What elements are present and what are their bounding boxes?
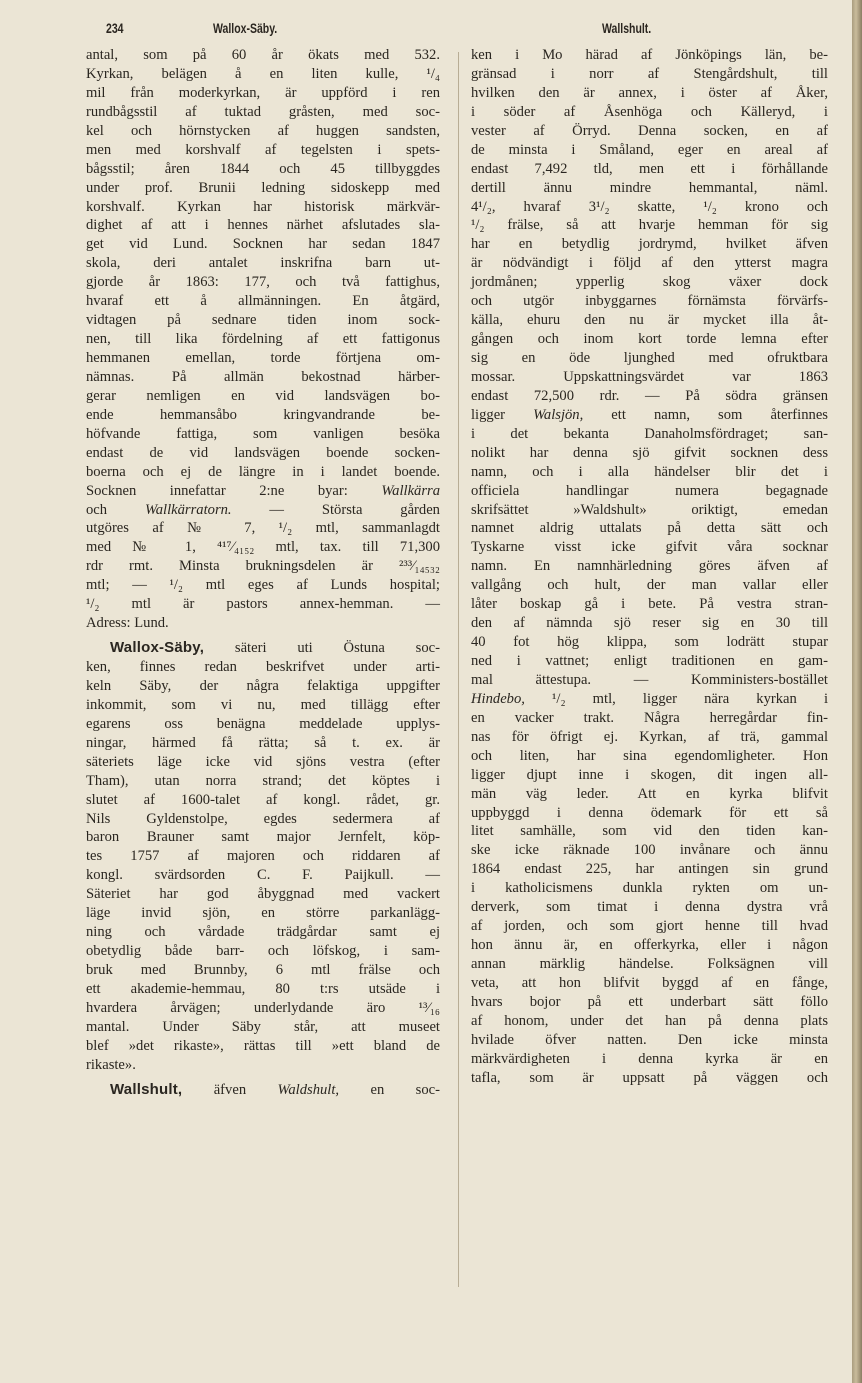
text-line: namnet aldrig uttalats på detta sätt och — [471, 520, 828, 537]
header-left-title: Wallox-Säby. — [213, 20, 278, 36]
text-line: dertill ännu mindre hemmantal, näml. — [471, 179, 828, 196]
text-line: hvardera årvägen; underlydande äro ¹³⁄₁₆ — [86, 999, 440, 1016]
text-line: derverk, som timat i denna dystra vrå — [471, 899, 828, 916]
text-line: ¹/₂ mtl är pastors annex-hemman. — — [86, 596, 440, 613]
text-line: endast de vid landsvägen boende socken- — [86, 444, 440, 461]
text-line: Wallshult, äfven Waldshult, en soc- — [110, 1080, 440, 1098]
text-line: i söder af Åsenhöga och Källeryd, i — [471, 103, 828, 120]
text-line: get vid Lund. Socknen har sedan 1847 — [86, 236, 440, 253]
text-line: hvilade öfver natten. Den icke minsta — [471, 1031, 828, 1048]
entry-wallshult — [86, 1081, 440, 1100]
text-line: gerar nemligen en vid landsvägen bo- — [86, 387, 440, 404]
text-line: bågsstil; åren 1844 och 45 tillbyggdes — [86, 160, 440, 177]
text-line: en vacker trakt. Några herregårdar fin- — [471, 709, 828, 726]
text-line: nas för öfrigt ej. Kyrkan, af trä, gammal — [471, 728, 828, 745]
text-line: hemmanen emellan, torde förtjena om- — [86, 350, 440, 366]
text-line: annan märklig händelse. Folksägnen vill — [471, 956, 828, 972]
text-line: män väg leder. Att en kyrka blifvit — [471, 785, 828, 802]
text-line: rikaste». — [86, 1056, 136, 1073]
text-line: i katholicismens dunkla rykten om un- — [471, 880, 828, 897]
text-line: namn, och i alla händelser blir det i — [471, 463, 828, 480]
text-line: läge invid sjön, en större parkanlägg- — [86, 905, 440, 922]
text-line: korshvalf. Kyrkan har historisk märkvär- — [86, 198, 440, 215]
text-line: hvars bojor på ett underbart sätt föllo — [471, 993, 828, 1010]
text-line: nämnas. På allmän bekostnad härber- — [86, 368, 440, 385]
text-line: hon ännu är, en offerkyrka, eller i någon — [471, 937, 828, 954]
text-line: ligger Walsjön, ett namn, som återfinnes — [471, 406, 828, 423]
text-line: Hindebo, ¹/₂ mtl, ligger nära kyrkan i — [471, 690, 828, 707]
text-line: men med korshvalf af tegelsten i spets- — [86, 141, 440, 158]
text-line: rdr rmt. Minsta brukningsdelen är ²³³⁄₁₄₅₃₂ — [86, 558, 440, 575]
text-line: Adress: Lund. — [86, 615, 169, 632]
text-line: källa, ehuru den nu är mycket illa åt- — [471, 312, 828, 329]
text-line: Wallox-Säby, säteri uti Östuna soc- — [110, 639, 440, 657]
text-line: ¹/₂ frälse, så att hvarje hemman för sig — [471, 217, 828, 234]
text-line: kongl. svärdsorden C. F. Paijkull. — — [86, 867, 440, 884]
text-line: gjorde år 1863: 177, och två fattighus, — [86, 274, 440, 291]
text-line: gränsad i norr af Stengårdshult, till — [471, 65, 828, 82]
place-name-hindebo: Hindebo, — [471, 690, 525, 707]
text-line: boerna och ej de längre in i landet boende. — [86, 463, 440, 480]
text-line: och liten, har sina egendomligheter. Hon — [471, 747, 828, 764]
header-right-title: Wallshult. — [602, 20, 652, 36]
text-line: dighet af att i hennes närhet afslutades sla- — [86, 217, 440, 234]
text-line: hvaraf ett å allmänningen. En åtgärd, — [86, 293, 440, 310]
text-line: keln Säby, der några felaktiga uppgifter — [86, 677, 440, 694]
text-line: officiela handlingar numera begagnade — [471, 482, 828, 499]
text-line: är nödvändigt i följd af den ytterst magra — [471, 255, 828, 272]
text-line: veta, att hon blifvit byggd af en fånge, — [471, 974, 828, 991]
text-line: under prof. Brunii ledning sidoskepp med — [86, 179, 440, 196]
text-line: Socknen innefattar 2:ne byar: Wallkärra — [86, 482, 440, 499]
text-line: gången och inom kort torde lemna efter — [471, 331, 828, 348]
text-line: bruk med Brunnby, 6 mtl frälse och — [86, 962, 440, 978]
text-line: ske icke räknade 100 invånare och ännu — [471, 842, 828, 859]
text-line: hvilken den är annex, i öster af Åker, — [471, 84, 828, 101]
text-line: rundbågsstil af tuktad gråsten, med soc- — [86, 103, 440, 120]
text-line: ken, finnes redan beskrifvet under arti- — [86, 659, 440, 675]
text-line: mossar. Uppskattningsvärdet var 1863 — [471, 368, 828, 385]
text-line: 1864 endast 225, har antingen sin grund — [471, 861, 828, 878]
text-line: endast 7,492 tld, men ett i förhållande — [471, 160, 828, 177]
text-line: af honom, under det han på denna plats — [471, 1012, 828, 1029]
text-line: med № 1, ⁴¹⁷⁄₄₁₅₂ mtl, tax. till 71,300 — [86, 539, 440, 556]
text-line: slutet af 1600-talet af kongl. rådet, gr. — [86, 791, 440, 808]
page-number: 234 — [106, 20, 124, 36]
right-column — [471, 46, 828, 1088]
place-name-wallkarratorn: Wallkärratorn. — [144, 501, 232, 518]
text-line: litet samhälle, som vid den tiden kan- — [471, 823, 828, 840]
text-line: ett akademie-hemmau, 80 t:rs utsäde i — [86, 980, 440, 997]
text-line: de minsta i Småland, eger en areal af — [471, 141, 828, 158]
text-line: vallgång och hult, der man vallar eller — [471, 577, 828, 594]
text-line: och Wallkärratorn. — Största gården — [86, 501, 440, 518]
text-line: obetydlig både barr- och löfskog, i sam- — [86, 943, 440, 960]
text-line: ende hemmansåbo kringvandrande be- — [86, 406, 440, 423]
text-line: endast 72,500 rdr. — På södra gränsen — [471, 387, 828, 404]
text-line: tes 1757 af majoren och riddaren af — [86, 848, 440, 865]
text-line: nolikt har denna sjö gifvit socknen dess — [471, 444, 828, 461]
text-line: ning och vårdade trädgårdar samt ej — [86, 924, 440, 941]
text-line: Tham), utan norra strand; det köptes i — [86, 772, 440, 789]
text-line: mtl; — ¹/₂ mtl eges af Lunds hospital; — [86, 577, 440, 594]
text-line: tafla, som är uppsatt på väggen och — [471, 1069, 828, 1086]
place-name-walsjon: Walsjön, — [533, 406, 584, 423]
text-line: antal, som på 60 år ökats med 532. — [86, 47, 440, 63]
text-line: baron Brauner samt major Jernfelt, köp- — [86, 829, 440, 846]
text-line: af jorden, och som gjort henne till hvad — [471, 918, 828, 935]
page-edge — [852, 0, 862, 1383]
text-line: mil från moderkyrkan, är uppförd i ren — [86, 84, 440, 101]
text-line: jordmånen; ypperlig skog växer dock — [471, 274, 828, 291]
text-line: uppbyggd i denna ödemark för ett så — [471, 804, 828, 821]
text-line: 40 fot hög klippa, som lodrätt stupar — [471, 634, 828, 651]
text-line: har en betydlig jordrymd, hvilket äfven — [471, 236, 828, 253]
place-name-wallkarra: Wallkärra — [381, 482, 440, 499]
alt-name-waldshult: Waldshult, — [277, 1081, 340, 1098]
text-line: utgöres af № 7, ¹/₂ mtl, sammanlagdt — [86, 520, 440, 537]
text-line: låter boskap gå i bete. På vestra stran- — [471, 596, 828, 613]
text-line: mal ättestupa. — Komministers-bostället — [471, 671, 828, 688]
text-line: mantal. Under Säby står, att museet — [86, 1018, 440, 1035]
text-line: kel och hörnstycken af huggen sandsten, — [86, 122, 440, 139]
text-line: säteriets läge icke vid sjöns vestra (efter — [86, 753, 440, 770]
text-line: blef »det rikaste», rättas till »ett bland de — [86, 1037, 440, 1054]
text-line: skrifsättet »Waldshult» oriktigt, emedan — [471, 501, 828, 518]
entry-wallox-saby — [86, 639, 440, 1075]
entry-headword: Wallox-Säby, — [110, 639, 205, 657]
text-line: skola, deri antalet inskrifna barn ut- — [86, 255, 440, 272]
text-line: Tyskarne visst icke gifvit våra socknar — [471, 539, 828, 556]
text-line: nen, till lika fördelning af ett fattigonus — [86, 331, 440, 348]
text-line: Säteriet har god åbyggnad med vackert — [86, 886, 440, 903]
text-line: sig en öde ljunghed med ofruktbara — [471, 350, 828, 366]
text-line: egarens oss benägna meddelade upplys- — [86, 715, 440, 732]
text-line: ligger djupt inne i skogen, dit ingen all- — [471, 766, 828, 783]
text-line: namn. En namnhärledning göres äfven af — [471, 558, 828, 575]
left-column — [86, 46, 440, 1100]
text-line: vidtagen på sednare tiden inom sock- — [86, 312, 440, 329]
text-line: Kyrkan, belägen å en liten kulle, ¹/₄ — [86, 65, 440, 82]
text-line: 4¹/₂, hvaraf 3¹/₂ skatte, ¹/₂ krono och — [471, 198, 828, 215]
column-divider — [458, 52, 459, 1287]
text-line: i det bekanta Danaholmsfördraget; san- — [471, 425, 828, 442]
text-line: Nils Gyldenstolpe, egdes sedermera af — [86, 810, 440, 827]
text-line: märkvärdigheten i denna kyrka är en — [471, 1050, 828, 1067]
text-line: höfvande fattiga, som vanligen besöka — [86, 425, 440, 442]
running-header — [0, 16, 852, 40]
text-line: ken i Mo härad af Jönköpings län, be- — [471, 47, 828, 63]
text-line: och utgör inbyggarnes förnämsta förvärfs- — [471, 293, 828, 310]
entry-headword: Wallshult, — [110, 1080, 183, 1098]
text-line: ningar, härmed få rätta; så t. ex. är — [86, 734, 440, 751]
text-line: vester af Örryd. Denna socken, en af — [471, 122, 828, 139]
text-line: inkommit, som vi nu, med tillägg efter — [86, 696, 440, 713]
text-line: den af nämnda sjö reser sig en 30 till — [471, 615, 828, 632]
text-line: ned i vattnet; enligt traditionen en gam- — [471, 653, 828, 669]
